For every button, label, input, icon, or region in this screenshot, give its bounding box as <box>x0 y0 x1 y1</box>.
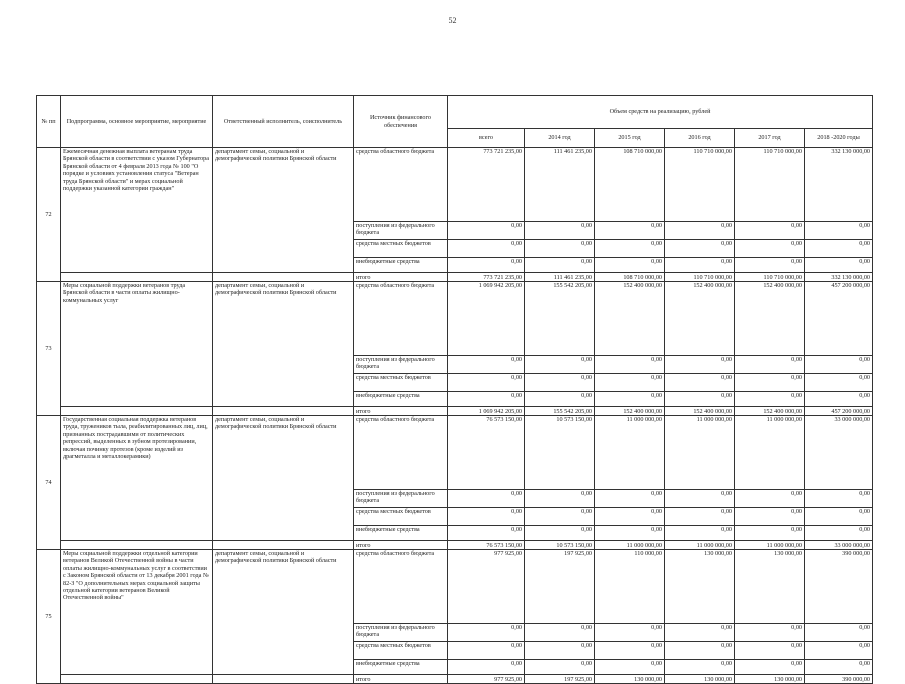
amount-total: 773 721 235,00 <box>448 273 525 282</box>
amount-2017: 152 400 000,00 <box>735 282 805 356</box>
amount-total: 0,00 <box>448 642 525 660</box>
amount-total: 0,00 <box>448 490 525 508</box>
amount-2018-2020: 332 130 000,00 <box>805 273 873 282</box>
empty-cell <box>61 407 213 416</box>
source-label-federal-budget: поступления из федерального бюджета <box>354 222 448 240</box>
amount-total: 977 925,00 <box>448 550 525 624</box>
amount-2018-2020: 33 000 000,00 <box>805 416 873 490</box>
amount-2016: 0,00 <box>665 660 735 675</box>
amount-total: 0,00 <box>448 374 525 392</box>
amount-2016: 0,00 <box>665 490 735 508</box>
amount-2018-2020: 0,00 <box>805 240 873 258</box>
amount-2017: 0,00 <box>735 660 805 675</box>
amount-2014: 0,00 <box>525 222 595 240</box>
amount-2014: 197 925,00 <box>525 550 595 624</box>
executor-cell: департамент семьи, социальной и демографической политики Брянской области <box>213 148 354 273</box>
amount-2014: 10 573 150,00 <box>525 416 595 490</box>
amount-2017: 130 000,00 <box>735 550 805 624</box>
amount-2015: 0,00 <box>595 356 665 374</box>
amount-2018-2020: 0,00 <box>805 508 873 526</box>
source-label-extrabudgetary: внебюджетные средства <box>354 526 448 541</box>
amount-total: 76 573 150,00 <box>448 541 525 550</box>
amount-2017: 0,00 <box>735 642 805 660</box>
empty-cell <box>213 541 354 550</box>
amount-2018-2020: 390 000,00 <box>805 675 873 684</box>
amount-2017: 0,00 <box>735 374 805 392</box>
amount-2016: 0,00 <box>665 222 735 240</box>
empty-cell <box>213 407 354 416</box>
amount-2015: 108 710 000,00 <box>595 148 665 222</box>
executor-cell: департамент семьи, социальной и демографической политики Брянской области <box>213 550 354 675</box>
header-volume: Объем средств на реализацию, рублей <box>448 96 873 129</box>
amount-2014: 0,00 <box>525 508 595 526</box>
table-row <box>37 541 873 550</box>
empty-cell <box>61 675 213 684</box>
amount-2015: 0,00 <box>595 392 665 407</box>
source-label-local-budget: средства местных бюджетов <box>354 240 448 258</box>
empty-cell <box>213 273 354 282</box>
amount-2017: 152 400 000,00 <box>735 407 805 416</box>
amount-total: 0,00 <box>448 526 525 541</box>
amount-2016: 0,00 <box>665 374 735 392</box>
row-number: 73 <box>37 282 61 416</box>
table-row <box>37 407 873 416</box>
amount-total: 0,00 <box>448 508 525 526</box>
source-label-regional-budget: средства областного бюджета <box>354 282 448 356</box>
budget-table <box>36 95 873 684</box>
amount-2018-2020: 332 130 000,00 <box>805 148 873 222</box>
amount-2017: 0,00 <box>735 508 805 526</box>
amount-2018-2020: 0,00 <box>805 356 873 374</box>
amount-2015: 152 400 000,00 <box>595 282 665 356</box>
amount-total: 0,00 <box>448 624 525 642</box>
amount-total: 1 069 942 205,00 <box>448 407 525 416</box>
row-number: 75 <box>37 550 61 684</box>
amount-2018-2020: 33 000 000,00 <box>805 541 873 550</box>
amount-2016: 0,00 <box>665 356 735 374</box>
amount-2015: 0,00 <box>595 374 665 392</box>
header-source: Источник финансового обеспечения <box>354 96 448 148</box>
source-label-total: итого <box>354 407 448 416</box>
amount-2017: 0,00 <box>735 526 805 541</box>
source-label-local-budget: средства местных бюджетов <box>354 374 448 392</box>
source-label-extrabudgetary: внебюджетные средства <box>354 258 448 273</box>
amount-2015: 0,00 <box>595 258 665 273</box>
amount-2018-2020: 0,00 <box>805 624 873 642</box>
amount-total: 773 721 235,00 <box>448 148 525 222</box>
amount-total: 0,00 <box>448 356 525 374</box>
source-label-total: итого <box>354 541 448 550</box>
page-number: 52 <box>448 16 457 25</box>
header-year-2018-2020: 2018 -2020 годы <box>805 129 873 148</box>
amount-2016: 110 710 000,00 <box>665 273 735 282</box>
amount-2015: 152 400 000,00 <box>595 407 665 416</box>
table-row <box>37 273 873 282</box>
amount-total: 0,00 <box>448 660 525 675</box>
amount-2016: 0,00 <box>665 526 735 541</box>
amount-2017: 0,00 <box>735 240 805 258</box>
source-label-total: итого <box>354 273 448 282</box>
amount-2016: 152 400 000,00 <box>665 282 735 356</box>
amount-2018-2020: 0,00 <box>805 392 873 407</box>
source-label-total: итого <box>354 675 448 684</box>
empty-cell <box>61 541 213 550</box>
amount-2015: 0,00 <box>595 490 665 508</box>
amount-2015: 11 000 000,00 <box>595 541 665 550</box>
source-label-regional-budget: средства областного бюджета <box>354 416 448 490</box>
amount-2016: 152 400 000,00 <box>665 407 735 416</box>
program-description: Меры социальной поддержки ветеранов труда Брянской области в части оплаты жилищно-коммунальных услуг <box>61 282 213 407</box>
amount-2014: 0,00 <box>525 392 595 407</box>
amount-total: 0,00 <box>448 240 525 258</box>
source-label-extrabudgetary: внебюджетные средства <box>354 660 448 675</box>
amount-total: 1 069 942 205,00 <box>448 282 525 356</box>
amount-2015: 0,00 <box>595 624 665 642</box>
source-label-federal-budget: поступления из федерального бюджета <box>354 490 448 508</box>
amount-total: 0,00 <box>448 222 525 240</box>
amount-2014: 0,00 <box>525 526 595 541</box>
amount-2016: 130 000,00 <box>665 550 735 624</box>
amount-2017: 110 710 000,00 <box>735 273 805 282</box>
header-year-2017: 2017 год <box>735 129 805 148</box>
amount-2016: 0,00 <box>665 240 735 258</box>
amount-2018-2020: 0,00 <box>805 222 873 240</box>
amount-2014: 0,00 <box>525 356 595 374</box>
amount-2017: 110 710 000,00 <box>735 148 805 222</box>
table-row <box>37 148 873 222</box>
amount-total: 76 573 150,00 <box>448 416 525 490</box>
amount-2015: 0,00 <box>595 660 665 675</box>
amount-2014: 0,00 <box>525 490 595 508</box>
amount-2018-2020: 0,00 <box>805 526 873 541</box>
program-description: Меры социальной поддержки отдельной категории ветеранов Великой Отечественной войны в части оплаты жилищно-коммунальных услуг в соответствии с Законом Брянской области от 13 декабря 2001 года № 82-З "О дополнительных мерах социальной защиты отдельной категории ветеранов Великой Отечественной войны" <box>61 550 213 675</box>
header-year-2016: 2016 год <box>665 129 735 148</box>
program-description: Ежемесячная денежная выплата ветеранам труда Брянской области в соответствии с указом Губернатора Брянской области от 4 февраля 2013 года № 100 "О порядке и условиях установления статуса "Ветеран труда Брянской области" и мерах социальной поддержки указанной категории граждан" <box>61 148 213 273</box>
table-row <box>37 416 873 490</box>
source-label-regional-budget: средства областного бюджета <box>354 148 448 222</box>
amount-2014: 155 542 205,00 <box>525 282 595 356</box>
row-number: 74 <box>37 416 61 550</box>
amount-2018-2020: 390 000,00 <box>805 550 873 624</box>
amount-2014: 111 461 235,00 <box>525 148 595 222</box>
amount-2016: 0,00 <box>665 508 735 526</box>
amount-2016: 11 000 000,00 <box>665 416 735 490</box>
executor-cell: департамент семьи, социальной и демографической политики Брянской области <box>213 416 354 541</box>
amount-2014: 155 542 205,00 <box>525 407 595 416</box>
amount-2016: 11 000 000,00 <box>665 541 735 550</box>
amount-total: 0,00 <box>448 258 525 273</box>
empty-cell <box>213 675 354 684</box>
amount-2017: 130 000,00 <box>735 675 805 684</box>
amount-2014: 197 925,00 <box>525 675 595 684</box>
amount-2017: 0,00 <box>735 490 805 508</box>
source-label-regional-budget: средства областного бюджета <box>354 550 448 624</box>
amount-2017: 0,00 <box>735 356 805 374</box>
amount-2014: 0,00 <box>525 624 595 642</box>
amount-2017: 0,00 <box>735 624 805 642</box>
amount-2018-2020: 457 200 000,00 <box>805 407 873 416</box>
header-year-total: всего <box>448 129 525 148</box>
amount-total: 977 925,00 <box>448 675 525 684</box>
amount-2017: 11 000 000,00 <box>735 416 805 490</box>
amount-total: 0,00 <box>448 392 525 407</box>
amount-2017: 0,00 <box>735 258 805 273</box>
amount-2017: 0,00 <box>735 222 805 240</box>
amount-2014: 0,00 <box>525 258 595 273</box>
amount-2015: 11 000 000,00 <box>595 416 665 490</box>
amount-2018-2020: 0,00 <box>805 258 873 273</box>
source-label-federal-budget: поступления из федерального бюджета <box>354 624 448 642</box>
source-label-federal-budget: поступления из федерального бюджета <box>354 356 448 374</box>
table-row <box>37 675 873 684</box>
amount-2015: 0,00 <box>595 526 665 541</box>
amount-2015: 0,00 <box>595 240 665 258</box>
amount-2015: 130 000,00 <box>595 675 665 684</box>
amount-2015: 0,00 <box>595 642 665 660</box>
amount-2014: 10 573 150,00 <box>525 541 595 550</box>
amount-2015: 110 000,00 <box>595 550 665 624</box>
amount-2016: 0,00 <box>665 624 735 642</box>
amount-2014: 0,00 <box>525 660 595 675</box>
amount-2014: 0,00 <box>525 642 595 660</box>
header-year-2014: 2014 год <box>525 129 595 148</box>
amount-2015: 0,00 <box>595 222 665 240</box>
amount-2014: 0,00 <box>525 240 595 258</box>
executor-cell: департамент семьи, социальной и демографической политики Брянской области <box>213 282 354 407</box>
source-label-local-budget: средства местных бюджетов <box>354 508 448 526</box>
row-number: 72 <box>37 148 61 282</box>
amount-2016: 130 000,00 <box>665 675 735 684</box>
table-row <box>37 550 873 624</box>
amount-2014: 0,00 <box>525 374 595 392</box>
amount-2016: 0,00 <box>665 642 735 660</box>
amount-2016: 110 710 000,00 <box>665 148 735 222</box>
header-number: № пп <box>37 96 61 148</box>
amount-2018-2020: 457 200 000,00 <box>805 282 873 356</box>
source-label-extrabudgetary: внебюджетные средства <box>354 392 448 407</box>
amount-2018-2020: 0,00 <box>805 660 873 675</box>
amount-2015: 108 710 000,00 <box>595 273 665 282</box>
amount-2018-2020: 0,00 <box>805 642 873 660</box>
amount-2017: 0,00 <box>735 392 805 407</box>
table-row <box>37 282 873 356</box>
source-label-local-budget: средства местных бюджетов <box>354 642 448 660</box>
amount-2017: 11 000 000,00 <box>735 541 805 550</box>
header-year-2015: 2015 год <box>595 129 665 148</box>
amount-2016: 0,00 <box>665 258 735 273</box>
amount-2015: 0,00 <box>595 508 665 526</box>
amount-2018-2020: 0,00 <box>805 374 873 392</box>
program-description: Государственная социальная поддержка ветеранов труда, тружеников тыла, реабилитированных лиц, лиц, признанных пострадавшими от политических репрессий, выделенных в зубном протезировании, включая починку протезов (кроме изделий из драгметалла и металлокерамики) <box>61 416 213 541</box>
amount-2018-2020: 0,00 <box>805 490 873 508</box>
amount-2014: 111 461 235,00 <box>525 273 595 282</box>
header-program: Подпрограмма, основное мероприятие, мероприятие <box>61 96 213 148</box>
empty-cell <box>61 273 213 282</box>
header-executor: Ответственный исполнитель, соисполнитель <box>213 96 354 148</box>
amount-2016: 0,00 <box>665 392 735 407</box>
